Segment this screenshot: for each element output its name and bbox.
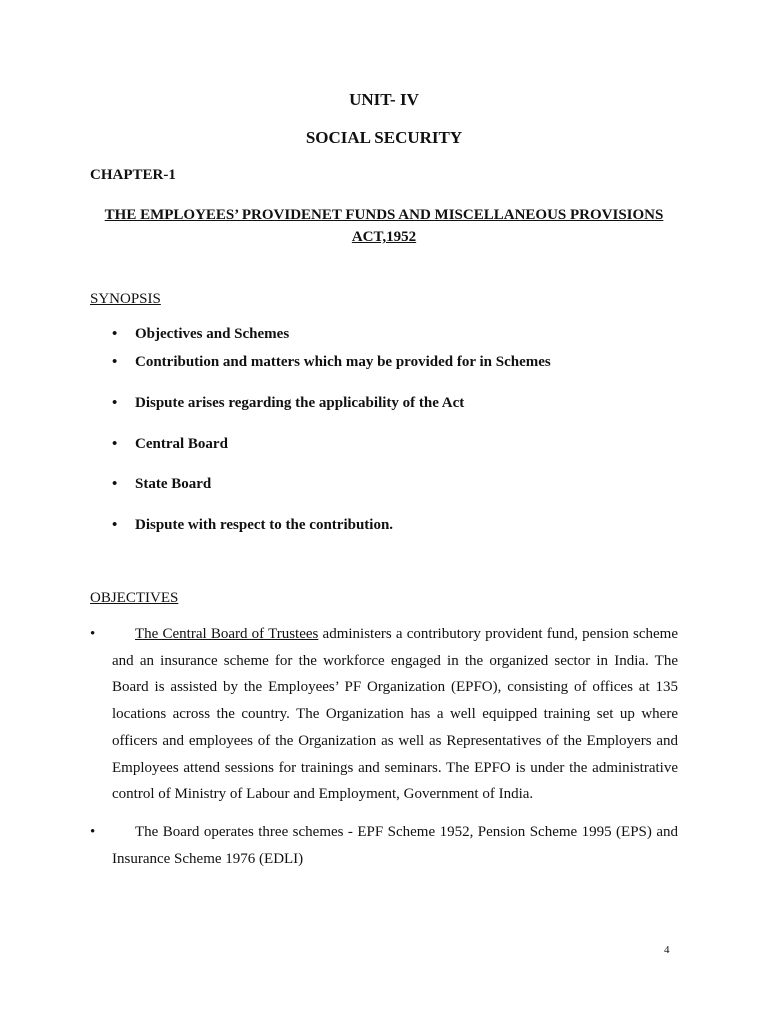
objectives-paragraph xyxy=(90,819,678,872)
synopsis-item-text: State Board xyxy=(135,476,212,492)
objectives-label: OBJECTIVES xyxy=(90,590,179,606)
synopsis-item-text: Central Board xyxy=(135,436,228,452)
bullet-icon: • xyxy=(112,517,118,533)
bullet-icon: • xyxy=(112,476,118,492)
act-title-line-1: THE EMPLOYEES’ PROVIDENET FUNDS AND MISCELLANEOUS PROVISIONS xyxy=(104,207,664,223)
act-title-line-2: ACT,1952 xyxy=(351,229,417,245)
bullet-icon: • xyxy=(90,824,96,840)
synopsis-label: SYNOPSIS xyxy=(90,291,161,307)
synopsis-item xyxy=(112,354,551,371)
synopsis-item xyxy=(112,517,393,534)
bullet-icon: • xyxy=(112,395,118,411)
synopsis-item xyxy=(112,476,211,493)
objectives-paragraph-body: administers a contributory provident fund, pension scheme and an insurance scheme for the workforce engaged in the organized sector in India. The Board is assisted by the Employees’ PF Organization (EPFO), consisting of offices at 135 locations across the country. The Organization has a well equipped training set up where officers and employees of the Organization as well as Representatives of the Employers and Employees attend sessions for trainings and seminars. The EPFO is under the administrative control of Ministry of Labour and Employment, Government of India. xyxy=(112,626,678,803)
synopsis-item-text: Dispute arises regarding the applicability of the Act xyxy=(135,395,465,411)
objectives-paragraph-text: The Board operates three schemes - EPF Scheme 1952, Pension Scheme 1995 (EPS) and Insurance Scheme 1976 (EDLI) xyxy=(112,824,678,867)
bullet-icon: • xyxy=(90,626,96,642)
bullet-icon: • xyxy=(112,354,118,370)
synopsis-item-text: Objectives and Schemes xyxy=(135,326,290,342)
bullet-icon: • xyxy=(112,326,118,342)
synopsis-item xyxy=(112,436,228,453)
bullet-icon: • xyxy=(112,436,118,452)
page-number: 4 xyxy=(664,944,670,956)
chapter-heading: CHAPTER-1 xyxy=(90,167,176,183)
synopsis-item xyxy=(112,326,289,343)
unit-heading: UNIT- IV xyxy=(349,90,419,109)
act-title xyxy=(90,204,678,248)
section-heading: SOCIAL SECURITY xyxy=(305,128,463,147)
synopsis-item-text: Dispute with respect to the contribution. xyxy=(135,517,394,533)
objectives-paragraph xyxy=(90,621,678,808)
synopsis-item xyxy=(112,395,464,412)
synopsis-item-text: Contribution and matters which may be provided for in Schemes xyxy=(135,354,551,370)
central-board-term: The Central Board of Trustees xyxy=(135,626,319,642)
objectives-paragraph-text xyxy=(112,621,678,808)
